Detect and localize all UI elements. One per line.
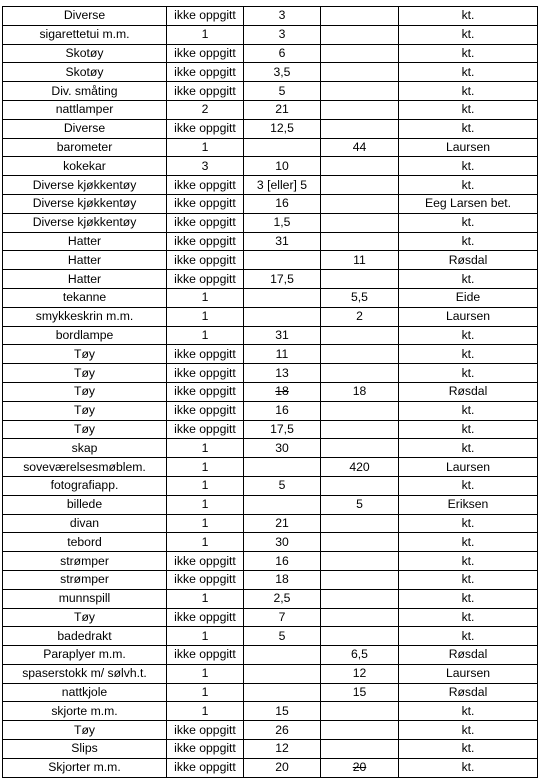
item-cell: kokekar — [3, 157, 167, 176]
second-price-cell — [321, 7, 399, 26]
quantity-cell: 1 — [167, 664, 244, 683]
price-cell: 3,5 — [244, 63, 321, 82]
price-cell: 17,5 — [244, 270, 321, 289]
second-price-cell — [321, 194, 399, 213]
item-cell: bordlampe — [3, 326, 167, 345]
buyer-cell: kt. — [399, 476, 538, 495]
price-cell — [244, 664, 321, 683]
table-row — [3, 476, 538, 495]
second-price-cell — [321, 157, 399, 176]
item-cell: badedrakt — [3, 627, 167, 646]
item-cell: sigarettetui m.m. — [3, 25, 167, 44]
table-row — [3, 251, 538, 270]
item-cell: Tøy — [3, 345, 167, 364]
price-cell: 3 — [244, 7, 321, 26]
second-price-cell — [321, 608, 399, 627]
item-cell: Diverse kjøkkentøy — [3, 213, 167, 232]
buyer-cell: kt. — [399, 100, 538, 119]
price-cell: 30 — [244, 439, 321, 458]
buyer-cell: kt. — [399, 514, 538, 533]
item-cell: Tøy — [3, 364, 167, 383]
buyer-cell: kt. — [399, 439, 538, 458]
quantity-cell: 1 — [167, 307, 244, 326]
second-price-cell — [321, 25, 399, 44]
price-cell: 15 — [244, 702, 321, 721]
quantity-cell: ikke oppgitt — [167, 44, 244, 63]
buyer-cell: kt. — [399, 420, 538, 439]
second-price-cell — [321, 213, 399, 232]
buyer-cell: Røsdal — [399, 382, 538, 401]
second-price-cell — [321, 345, 399, 364]
price-cell — [244, 251, 321, 270]
quantity-cell: ikke oppgitt — [167, 740, 244, 759]
price-cell: 11 — [244, 345, 321, 364]
buyer-cell: kt. — [399, 82, 538, 101]
buyer-cell: Laursen — [399, 664, 538, 683]
quantity-cell: 1 — [167, 533, 244, 552]
item-cell: soveværelsesmøblem. — [3, 458, 167, 477]
buyer-cell: Laursen — [399, 458, 538, 477]
price-cell — [244, 646, 321, 665]
quantity-cell: ikke oppgitt — [167, 251, 244, 270]
price-cell: 5 — [244, 627, 321, 646]
second-price-cell — [321, 589, 399, 608]
item-cell: skap — [3, 439, 167, 458]
price-cell: 3 [eller] 5 — [244, 176, 321, 195]
quantity-cell: ikke oppgitt — [167, 721, 244, 740]
item-cell: Skjorter m.m. — [3, 758, 167, 777]
item-cell: smykkeskrin m.m. — [3, 307, 167, 326]
buyer-cell: kt. — [399, 570, 538, 589]
buyer-cell: kt. — [399, 758, 538, 777]
price-cell: 18 — [244, 570, 321, 589]
quantity-cell: ikke oppgitt — [167, 63, 244, 82]
auction-table — [2, 6, 538, 778]
table-row — [3, 157, 538, 176]
table-row — [3, 570, 538, 589]
table-row — [3, 364, 538, 383]
quantity-cell: 1 — [167, 458, 244, 477]
item-cell: tekanne — [3, 288, 167, 307]
price-cell: 20 — [244, 758, 321, 777]
item-cell: Diverse kjøkkentøy — [3, 194, 167, 213]
item-cell: Diverse — [3, 7, 167, 26]
buyer-cell: kt. — [399, 533, 538, 552]
buyer-cell: kt. — [399, 213, 538, 232]
second-price-cell — [321, 721, 399, 740]
price-cell: 13 — [244, 364, 321, 383]
item-cell: Diverse kjøkkentøy — [3, 176, 167, 195]
item-cell: barometer — [3, 138, 167, 157]
second-price-cell — [321, 552, 399, 571]
second-price-cell — [321, 401, 399, 420]
buyer-cell: Eeg Larsen bet. — [399, 194, 538, 213]
buyer-cell: kt. — [399, 627, 538, 646]
second-price-cell — [321, 82, 399, 101]
table-row — [3, 270, 538, 289]
table-row — [3, 533, 538, 552]
second-price-cell — [321, 270, 399, 289]
table-row — [3, 721, 538, 740]
table-row — [3, 514, 538, 533]
item-cell: skjorte m.m. — [3, 702, 167, 721]
buyer-cell: kt. — [399, 63, 538, 82]
item-cell: munnspill — [3, 589, 167, 608]
second-price-cell: 6,5 — [321, 646, 399, 665]
item-cell: nattlamper — [3, 100, 167, 119]
price-cell: 26 — [244, 721, 321, 740]
quantity-cell: ikke oppgitt — [167, 82, 244, 101]
table-row — [3, 44, 538, 63]
table-row — [3, 458, 538, 477]
second-price-cell — [321, 44, 399, 63]
quantity-cell: 1 — [167, 288, 244, 307]
second-price-cell — [321, 326, 399, 345]
second-price-cell: 20 — [321, 758, 399, 777]
document-page — [2, 6, 537, 778]
second-price-cell — [321, 627, 399, 646]
table-row — [3, 100, 538, 119]
quantity-cell: ikke oppgitt — [167, 7, 244, 26]
table-row — [3, 25, 538, 44]
table-row — [3, 326, 538, 345]
item-cell: Diverse — [3, 119, 167, 138]
table-row — [3, 740, 538, 759]
table-row — [3, 683, 538, 702]
second-price-cell — [321, 439, 399, 458]
quantity-cell: ikke oppgitt — [167, 552, 244, 571]
price-cell: 16 — [244, 194, 321, 213]
table-row — [3, 82, 538, 101]
quantity-cell: 1 — [167, 702, 244, 721]
buyer-cell: Røsdal — [399, 646, 538, 665]
quantity-cell: 1 — [167, 627, 244, 646]
table-row — [3, 382, 538, 401]
second-price-cell: 2 — [321, 307, 399, 326]
quantity-cell: 1 — [167, 138, 244, 157]
table-row — [3, 702, 538, 721]
quantity-cell: ikke oppgitt — [167, 401, 244, 420]
table-row — [3, 138, 538, 157]
quantity-cell: ikke oppgitt — [167, 364, 244, 383]
buyer-cell: kt. — [399, 157, 538, 176]
second-price-cell — [321, 232, 399, 251]
item-cell: Hatter — [3, 251, 167, 270]
second-price-cell — [321, 63, 399, 82]
second-price-cell: 11 — [321, 251, 399, 270]
price-cell: 18 — [244, 382, 321, 401]
price-cell: 12,5 — [244, 119, 321, 138]
quantity-cell: 1 — [167, 495, 244, 514]
quantity-cell: ikke oppgitt — [167, 345, 244, 364]
price-cell: 3 — [244, 25, 321, 44]
price-cell: 16 — [244, 401, 321, 420]
table-row — [3, 7, 538, 26]
quantity-cell: 1 — [167, 589, 244, 608]
quantity-cell: 3 — [167, 157, 244, 176]
table-row — [3, 552, 538, 571]
price-cell: 6 — [244, 44, 321, 63]
buyer-cell: Laursen — [399, 138, 538, 157]
buyer-cell: kt. — [399, 608, 538, 627]
price-cell: 12 — [244, 740, 321, 759]
item-cell: Paraplyer m.m. — [3, 646, 167, 665]
table-row — [3, 232, 538, 251]
buyer-cell: Laursen — [399, 307, 538, 326]
second-price-cell: 18 — [321, 382, 399, 401]
buyer-cell: kt. — [399, 364, 538, 383]
item-cell: Tøy — [3, 382, 167, 401]
table-row — [3, 176, 538, 195]
price-cell: 31 — [244, 232, 321, 251]
buyer-cell: kt. — [399, 345, 538, 364]
price-cell: 5 — [244, 476, 321, 495]
price-cell: 5 — [244, 82, 321, 101]
buyer-cell: kt. — [399, 176, 538, 195]
second-price-cell: 44 — [321, 138, 399, 157]
quantity-cell: ikke oppgitt — [167, 119, 244, 138]
quantity-cell: 1 — [167, 514, 244, 533]
buyer-cell: Eriksen — [399, 495, 538, 514]
quantity-cell: ikke oppgitt — [167, 382, 244, 401]
price-cell: 16 — [244, 552, 321, 571]
buyer-cell: kt. — [399, 44, 538, 63]
quantity-cell: ikke oppgitt — [167, 270, 244, 289]
price-cell: 1,5 — [244, 213, 321, 232]
second-price-cell: 5 — [321, 495, 399, 514]
table-row — [3, 307, 538, 326]
item-cell: Tøy — [3, 608, 167, 627]
quantity-cell: ikke oppgitt — [167, 758, 244, 777]
item-cell: Slips — [3, 740, 167, 759]
price-cell: 21 — [244, 514, 321, 533]
item-cell: strømper — [3, 570, 167, 589]
quantity-cell: ikke oppgitt — [167, 194, 244, 213]
second-price-cell: 15 — [321, 683, 399, 702]
table-row — [3, 345, 538, 364]
table-body — [3, 7, 538, 778]
price-cell — [244, 458, 321, 477]
table-row — [3, 63, 538, 82]
price-cell: 17,5 — [244, 420, 321, 439]
second-price-cell — [321, 176, 399, 195]
item-cell: divan — [3, 514, 167, 533]
price-cell — [244, 683, 321, 702]
second-price-cell: 12 — [321, 664, 399, 683]
table-row — [3, 420, 538, 439]
price-cell — [244, 495, 321, 514]
price-cell: 2,5 — [244, 589, 321, 608]
buyer-cell: kt. — [399, 740, 538, 759]
price-cell — [244, 307, 321, 326]
quantity-cell: ikke oppgitt — [167, 608, 244, 627]
price-cell: 30 — [244, 533, 321, 552]
buyer-cell: kt. — [399, 589, 538, 608]
item-cell: Hatter — [3, 270, 167, 289]
table-row — [3, 495, 538, 514]
quantity-cell: ikke oppgitt — [167, 646, 244, 665]
quantity-cell: 1 — [167, 476, 244, 495]
table-row — [3, 288, 538, 307]
table-row — [3, 627, 538, 646]
item-cell: nattkjole — [3, 683, 167, 702]
table-row — [3, 439, 538, 458]
table-row — [3, 401, 538, 420]
quantity-cell: 2 — [167, 100, 244, 119]
table-row — [3, 646, 538, 665]
buyer-cell: kt. — [399, 721, 538, 740]
second-price-cell — [321, 100, 399, 119]
item-cell: Skotøy — [3, 44, 167, 63]
second-price-cell — [321, 514, 399, 533]
second-price-cell — [321, 533, 399, 552]
table-row — [3, 589, 538, 608]
second-price-cell — [321, 702, 399, 721]
price-cell: 31 — [244, 326, 321, 345]
price-cell — [244, 288, 321, 307]
table-row — [3, 664, 538, 683]
price-cell — [244, 138, 321, 157]
table-row — [3, 194, 538, 213]
quantity-cell: ikke oppgitt — [167, 570, 244, 589]
table-row — [3, 119, 538, 138]
item-cell: Hatter — [3, 232, 167, 251]
buyer-cell: kt. — [399, 326, 538, 345]
price-cell: 10 — [244, 157, 321, 176]
table-row — [3, 608, 538, 627]
buyer-cell: Røsdal — [399, 251, 538, 270]
second-price-cell — [321, 740, 399, 759]
buyer-cell: Eide — [399, 288, 538, 307]
item-cell: Div. småting — [3, 82, 167, 101]
second-price-cell — [321, 476, 399, 495]
second-price-cell: 5,5 — [321, 288, 399, 307]
buyer-cell: kt. — [399, 119, 538, 138]
item-cell: Tøy — [3, 401, 167, 420]
item-cell: Skotøy — [3, 63, 167, 82]
item-cell: spaserstokk m/ sølvh.t. — [3, 664, 167, 683]
quantity-cell: 1 — [167, 25, 244, 44]
price-cell: 21 — [244, 100, 321, 119]
quantity-cell: ikke oppgitt — [167, 232, 244, 251]
item-cell: billede — [3, 495, 167, 514]
second-price-cell: 420 — [321, 458, 399, 477]
second-price-cell — [321, 364, 399, 383]
price-cell: 7 — [244, 608, 321, 627]
second-price-cell — [321, 420, 399, 439]
second-price-cell — [321, 570, 399, 589]
quantity-cell: ikke oppgitt — [167, 176, 244, 195]
table-row — [3, 213, 538, 232]
quantity-cell: 1 — [167, 439, 244, 458]
quantity-cell: 1 — [167, 326, 244, 345]
buyer-cell: kt. — [399, 401, 538, 420]
item-cell: Tøy — [3, 420, 167, 439]
buyer-cell: kt. — [399, 232, 538, 251]
second-price-cell — [321, 119, 399, 138]
item-cell: strømper — [3, 552, 167, 571]
buyer-cell: kt. — [399, 25, 538, 44]
item-cell: fotografiapp. — [3, 476, 167, 495]
buyer-cell: kt. — [399, 270, 538, 289]
quantity-cell: ikke oppgitt — [167, 420, 244, 439]
buyer-cell: Røsdal — [399, 683, 538, 702]
item-cell: Tøy — [3, 721, 167, 740]
buyer-cell: kt. — [399, 702, 538, 721]
item-cell: tebord — [3, 533, 167, 552]
quantity-cell: ikke oppgitt — [167, 213, 244, 232]
buyer-cell: kt. — [399, 552, 538, 571]
table-row — [3, 758, 538, 777]
buyer-cell: kt. — [399, 7, 538, 26]
quantity-cell: 1 — [167, 683, 244, 702]
